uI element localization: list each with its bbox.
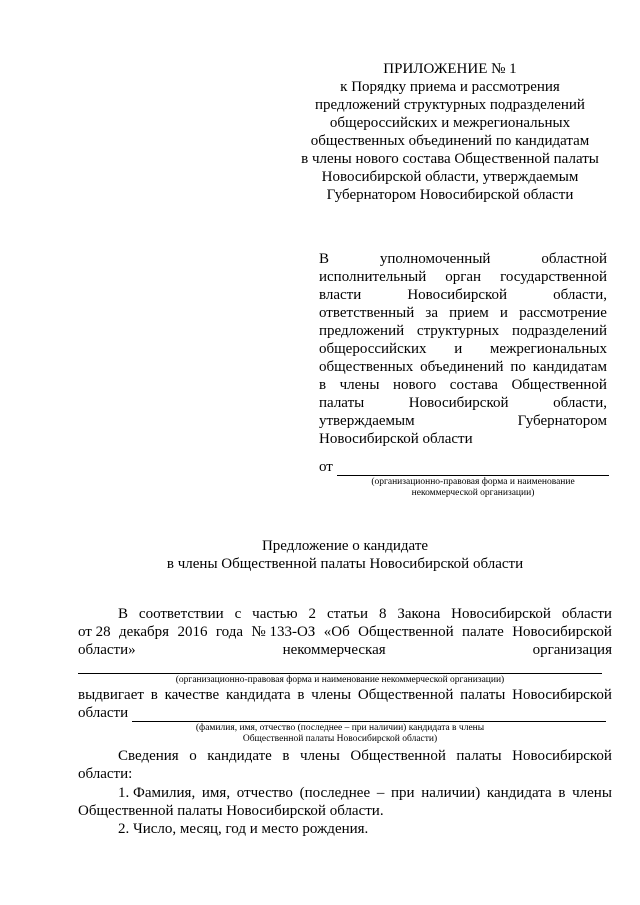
word: Губернатором — [517, 413, 607, 429]
addressee-line — [319, 412, 607, 430]
word: общероссийских — [319, 341, 427, 357]
appendix-line: Новосибирской области, утверждаемым — [321, 169, 579, 185]
caption-line: (организационно-правовая форма и наименование — [371, 477, 575, 487]
word: рассмотрение — [519, 305, 607, 321]
word: нового — [392, 377, 437, 393]
appendix-line: в члены нового состава Общественной палаты — [301, 151, 599, 167]
word: палаты — [456, 748, 502, 764]
word: 1. Фамилия, — [118, 785, 196, 801]
word: за — [425, 305, 438, 321]
caption-line: некоммерческой организации) — [411, 488, 535, 498]
word: члены — [311, 687, 352, 703]
word: члены — [339, 377, 380, 393]
word: частью — [252, 606, 298, 622]
paragraph-2 — [78, 747, 612, 783]
word: и — [499, 305, 508, 321]
appendix-line: общественных объединений по кандидатам — [310, 133, 590, 149]
word: о — [189, 748, 197, 764]
addressee-line — [319, 250, 607, 268]
word: ответственный — [319, 305, 415, 321]
word: исполнительный — [319, 269, 427, 285]
paragraph-line — [78, 704, 606, 722]
word: Закона — [397, 606, 441, 622]
word: – — [376, 785, 385, 801]
word: В — [319, 251, 330, 267]
addressee-line — [319, 286, 607, 304]
word: некоммерческая — [282, 642, 386, 658]
from-row — [319, 458, 609, 476]
word: общественных — [319, 359, 414, 375]
item-1 — [78, 784, 612, 820]
word: с — [234, 606, 242, 622]
word: прием — [449, 305, 489, 321]
word: предложений — [319, 323, 405, 339]
word: Новосибирской — [512, 748, 612, 764]
paragraph-1 — [78, 605, 612, 659]
word: Новосибирской — [451, 606, 551, 622]
appendix-line: Губернатором Новосибирской области — [326, 187, 574, 203]
word: структурных — [416, 323, 500, 339]
appendix-title: ПРИЛОЖЕНИЕ № 1 — [383, 61, 517, 77]
word: Новосибирской — [512, 687, 612, 703]
organization-caption: (организационно-правовая форма и наименование некоммерческой организации) — [175, 675, 505, 685]
word: отчество — [236, 785, 293, 801]
word: 2 — [308, 606, 317, 622]
word: в — [150, 687, 158, 703]
word: организация — [532, 642, 612, 658]
word: в — [558, 785, 566, 801]
word: Новосибирской — [408, 395, 509, 411]
word: выдвигает — [78, 687, 144, 703]
word: и — [454, 341, 463, 357]
word: кандидата — [225, 687, 291, 703]
word: Общественной — [357, 687, 454, 703]
word: областной — [541, 251, 607, 267]
word: области — [561, 606, 612, 622]
word: объединений — [420, 359, 504, 375]
candidate-caption — [170, 723, 510, 745]
word: кандидата — [486, 785, 552, 801]
addressee-line — [319, 304, 607, 322]
paragraph-line: области: — [78, 766, 133, 782]
paragraph-line — [78, 747, 612, 765]
word: состава — [449, 377, 498, 393]
addressee-line — [319, 358, 607, 376]
word: соответствии — [138, 606, 224, 622]
appendix-line: общероссийских и межрегиональных — [329, 115, 571, 131]
word: области — [78, 705, 129, 721]
word: (последнее — [299, 785, 371, 801]
word: палаты — [319, 395, 365, 411]
word: 2016 — [177, 624, 208, 640]
addressee-line — [319, 340, 607, 358]
word: декабря — [119, 624, 170, 640]
paragraph-line — [78, 784, 612, 802]
candidate-name-blank-field[interactable] — [132, 707, 606, 722]
word: 8 — [378, 606, 387, 622]
from-caption — [338, 477, 608, 499]
paragraph-line: Общественной палаты Новосибирской области. — [78, 803, 384, 819]
word: орган — [445, 269, 482, 285]
word: кандидатам — [532, 359, 607, 375]
word: государственной — [500, 269, 607, 285]
word: в — [282, 748, 290, 764]
item-2 — [78, 820, 612, 838]
caption-line: Общественной палаты Новосибирской области) — [242, 734, 438, 744]
paragraph-line — [78, 686, 612, 704]
document-title — [150, 537, 540, 573]
word: власти — [319, 287, 362, 303]
word: уполномоченный — [379, 251, 491, 267]
word: утверждаемым — [319, 413, 415, 429]
word: области, — [553, 287, 607, 303]
word: члены — [572, 785, 612, 801]
word: в — [297, 687, 305, 703]
word: Общественной — [358, 624, 454, 640]
paragraph-line — [78, 623, 612, 641]
addressee-line — [319, 268, 607, 286]
paragraph-line — [78, 605, 612, 623]
word: кандидате — [207, 748, 272, 764]
word: наличии) — [421, 785, 481, 801]
word: палате — [462, 624, 504, 640]
word: № 133-ОЗ — [251, 624, 316, 640]
word: года — [215, 624, 244, 640]
word: Новосибирской — [407, 287, 508, 303]
word: качестве — [164, 687, 220, 703]
addressee-line — [319, 394, 607, 412]
word: подразделений — [511, 323, 607, 339]
word: статьи — [326, 606, 369, 622]
appendix-header — [280, 60, 620, 204]
word: межрегиональных — [489, 341, 607, 357]
word: Новосибирской — [512, 624, 612, 640]
word: члены — [300, 748, 340, 764]
word: имя, — [201, 785, 231, 801]
addressee-last-line: Новосибирской области — [319, 431, 473, 447]
title-line-1: Предложение о кандидате — [261, 538, 429, 554]
word: палаты — [460, 687, 506, 703]
organization-blank-line[interactable] — [78, 673, 602, 674]
appendix-line: предложений структурных подразделений — [315, 97, 585, 113]
addressee-line — [319, 322, 607, 340]
word: Общественной — [511, 377, 607, 393]
word: области» — [78, 642, 136, 658]
word: по — [510, 359, 526, 375]
word: при — [391, 785, 415, 801]
addressee-line — [319, 376, 607, 394]
organization-blank-field[interactable] — [337, 461, 609, 476]
word: в — [319, 377, 327, 393]
title-line-2: в члены Общественной палаты Новосибирской области — [166, 556, 524, 572]
word: области, — [553, 395, 607, 411]
word: от 28 — [78, 624, 111, 640]
word: В — [118, 606, 129, 622]
paragraph-line: 2. Число, месяц, год и место рождения. — [118, 821, 369, 837]
word: Общественной — [350, 748, 446, 764]
caption-line: (фамилия, имя, отчество (последнее – при наличии) кандидата в члены — [195, 723, 485, 733]
paragraph-1-continued — [78, 686, 612, 722]
addressee-block — [319, 250, 607, 448]
paragraph-line — [78, 641, 612, 659]
from-label: от — [319, 459, 333, 475]
appendix-line: к Порядку приема и рассмотрения — [340, 79, 560, 95]
word: «Об — [323, 624, 350, 640]
word: Сведения — [118, 748, 179, 764]
